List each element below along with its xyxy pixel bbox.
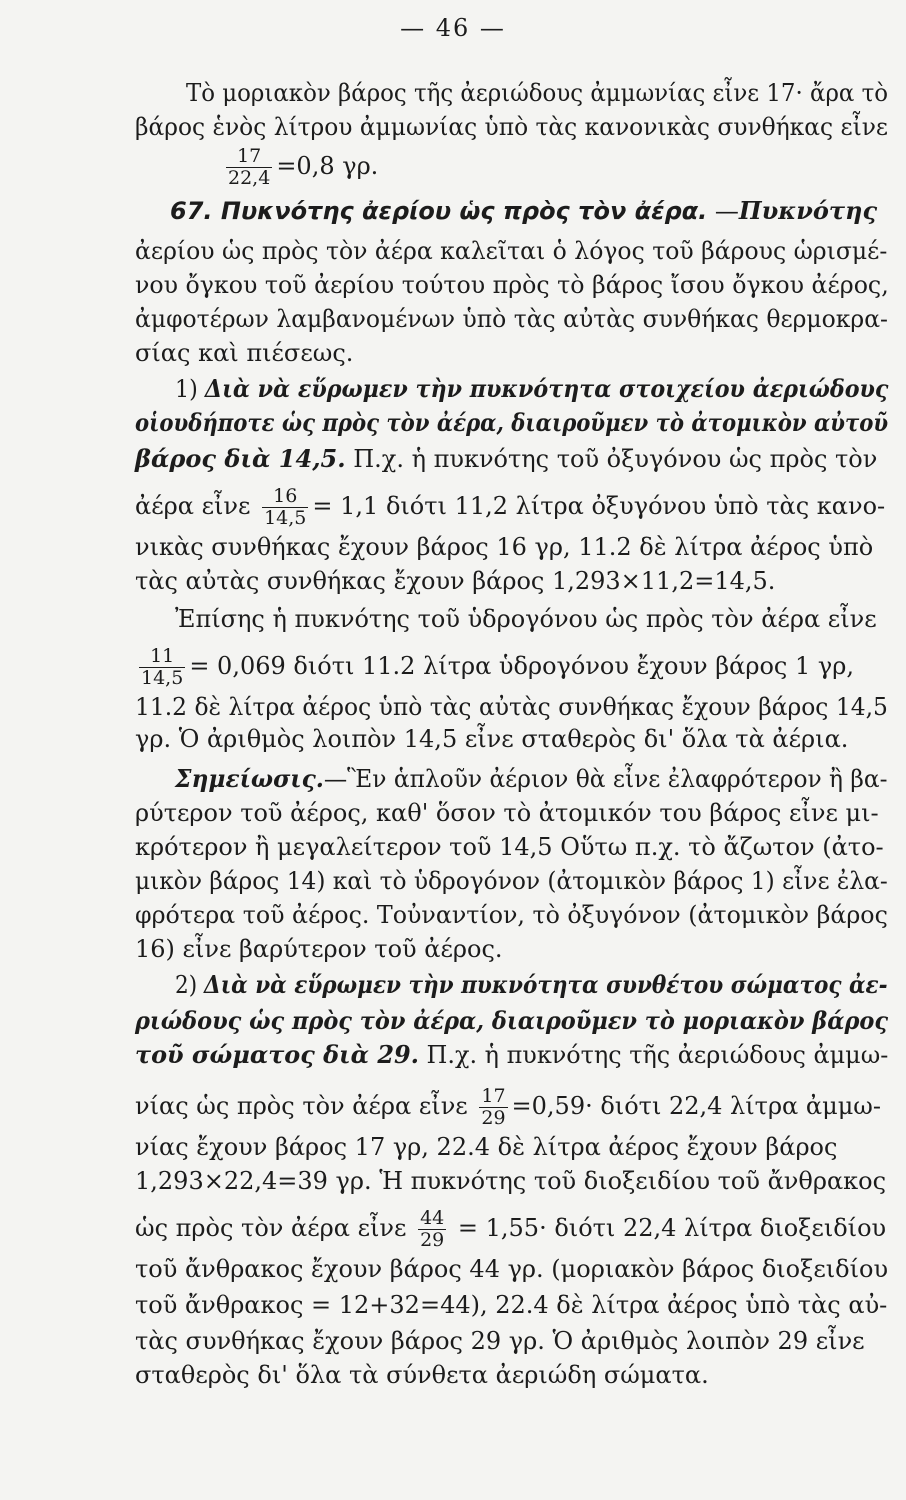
text-line — [135, 798, 879, 828]
page-number: — 46 — — [400, 14, 506, 42]
fraction-denominator: 22,4 — [228, 167, 271, 189]
text-segment: νίας ἔχουν βάρος 17 γρ, 22.4 δὲ λίτρα ἀέρος ἔχουν βάρος — [135, 1133, 838, 1161]
text-line — [135, 1006, 888, 1036]
text-line — [135, 1132, 837, 1162]
text-line — [135, 486, 885, 529]
text-line — [135, 866, 888, 896]
text-segment: = 1,55· διότι 22,4 λίτρα διοξειδίου — [450, 1214, 887, 1242]
text-segment: — — [707, 197, 739, 225]
fraction-denominator: 14,5 — [141, 667, 184, 689]
fraction-numerator: 44 — [420, 1207, 445, 1229]
text-line — [135, 692, 888, 722]
text-line — [135, 1254, 888, 1284]
text-line — [135, 338, 353, 368]
text-segment: =0,59· διότι 22,4 λίτρα ἀμμω- — [511, 1092, 881, 1120]
fraction-numerator: 17 — [481, 1085, 506, 1107]
text-segment: —Ἓν ἁπλοῦν ἀέριον θὰ εἶνε ἐλαφρότερον ἢ βα- — [323, 765, 888, 793]
text-segment: =0,8 γρ. — [276, 152, 379, 180]
text-segment: μικὸν βάρος 14) καὶ τὸ ὑδρογόνον (ἀτομικὸν βάρος 1) εἶνε ἐλα- — [135, 867, 888, 895]
text-line — [135, 934, 503, 964]
text-line — [135, 1326, 865, 1356]
text-line — [135, 646, 854, 689]
text-segment: σταθερὸς δι' ὅλα τὰ σύνθετα ἀεριώδη σώματα. — [135, 1361, 709, 1389]
text-line — [135, 1166, 886, 1196]
text-line — [135, 112, 888, 142]
text-segment: Ἐπίσης ἡ πυκνότης τοῦ ὑδρογόνου ὡς πρὸς τὸν ἀέρα εἶνε — [175, 605, 877, 633]
text-line — [135, 444, 877, 474]
text-line — [135, 900, 888, 930]
text-line — [135, 304, 888, 334]
text-segment: φρότερα τοῦ ἀέρος. Τοὐναντίον, τὸ ὀξυγόνον (ἀτομικὸν βάρος — [135, 901, 888, 929]
text-segment: τοῦ ἄνθρακος = 12+32=44), 22.4 δὲ λίτρα ἀέρος ὑπὸ τὰς αὐ- — [135, 1291, 888, 1319]
text-line — [222, 146, 378, 189]
text-segment: ἀμφοτέρων λαμβανομένων ὑπὸ τὰς αὐτὰς συνθήκας θερμοκρα- — [135, 305, 888, 333]
emphasized-text: Σημείωσις. — [175, 764, 324, 793]
text-line — [175, 604, 877, 634]
emphasized-text: οἱουδήποτε ὡς πρὸς τὸν ἀέρα, διαιροῦμεν τὸ ἀτομικὸν αὐτοῦ — [135, 408, 889, 437]
text-line — [135, 1086, 881, 1129]
text-line — [186, 78, 888, 108]
text-segment: σίας καὶ πιέσεως. — [135, 339, 354, 367]
text-segment: τὰς αὐτὰς συνθήκας ἔχουν βάρος 1,293×11,2=14,5. — [135, 567, 776, 595]
emphasized-text: Διὰ νὰ εὕρωμεν τὴν πυκνότητα στοιχείου ἀεριώδους — [204, 374, 889, 403]
text-segment: ὡς πρὸς τὸν ἀέρα εἶνε — [135, 1214, 415, 1242]
emphasized-text: βάρος διὰ 14,5. — [135, 444, 346, 473]
text-segment: Π.χ. ἡ πυκνότης τοῦ ὀξυγόνου ὡς πρὸς τὸν — [345, 445, 878, 473]
text-line — [135, 1208, 886, 1251]
text-segment: νου ὄγκου τοῦ ἀερίου τούτου πρὸς τὸ βάρος ἴσου ὄγκου ἀέρος, — [135, 271, 889, 299]
text-line — [135, 1290, 887, 1320]
text-segment: Τὸ μοριακὸν βάρος τῆς ἀεριώδους ἀμμωνίας εἶνε 17· ἄρα τὸ — [186, 79, 889, 107]
text-segment: 16) εἶνε βαρύτερον τοῦ ἀέρος. — [135, 935, 503, 963]
fraction-numerator: 17 — [237, 145, 262, 167]
text-segment: ρύτερον τοῦ ἀέρος, καθ' ὅσον τὸ ἀτομικόν του βάρος εἶνε μι- — [135, 799, 879, 827]
text-line — [135, 832, 884, 862]
text-line — [175, 374, 888, 404]
text-segment: 2) — [175, 971, 204, 999]
fraction-numerator: 16 — [273, 485, 298, 507]
fraction — [262, 486, 308, 529]
text-segment: ἀέρα εἶνε — [135, 492, 259, 520]
fraction — [479, 1086, 507, 1129]
fraction-numerator: 11 — [150, 645, 175, 667]
text-line — [135, 566, 775, 596]
text-line — [135, 724, 848, 754]
text-segment: τὰς συνθήκας ἔχουν βάρος 29 γρ. Ὁ ἀριθμὸς λοιπὸν 29 εἶνε — [135, 1327, 865, 1355]
text-segment: τοῦ ἄνθρακος ἔχουν βάρος 44 γρ. (μοριακὸν βάρος διοξειδίου — [135, 1255, 889, 1283]
text-segment: νικὰς συνθήκας ἔχουν βάρος 16 γρ, 11.2 δὲ λίτρα ἀέρος ὑπὸ — [135, 533, 874, 561]
text-segment: = 0,069 διότι 11.2 λίτρα ὑδρογόνου ἔχουν βάρος 1 γρ, — [189, 652, 854, 680]
text-line — [170, 196, 877, 226]
text-line — [135, 532, 873, 562]
text-segment: = 1,1 διότι 11,2 λίτρα ὀξυγόνου ὑπὸ τὰς κανο- — [312, 492, 886, 520]
text-segment: κρότερον ἢ μεγαλείτερον τοῦ 14,5 Οὕτω π.χ. τὸ ἄζωτον (ἀτο- — [135, 833, 884, 861]
emphasized-text: 67. Πυκνότης ἀερίου ὡς πρὸς τὸν ἀέρα. — [170, 197, 708, 225]
text-line — [135, 236, 887, 266]
text-segment: ἀερίου ὡς πρὸς τὸν ἀέρα καλεῖται ὁ λόγος τοῦ βάρους ὡρισμέ- — [135, 237, 888, 265]
text-segment: 1,293×22,4=39 γρ. Ἡ πυκνότης τοῦ διοξειδίου τοῦ ἄνθρακος — [135, 1167, 887, 1195]
fraction-denominator: 29 — [481, 1107, 506, 1129]
emphasized-text: Πυκνότης — [738, 196, 878, 225]
text-line — [175, 970, 888, 1000]
text-line — [135, 1040, 888, 1070]
emphasized-text: ριώδους ὡς πρὸς τὸν ἀέρα, διαιροῦμεν τὸ μοριακὸν βάρος — [135, 1006, 889, 1035]
text-line — [175, 764, 888, 794]
text-segment: βάρος ἑνὸς λίτρου ἀμμωνίας ὑπὸ τὰς κανονικὰς συνθήκας εἶνε — [135, 113, 888, 141]
text-line — [135, 270, 889, 300]
emphasized-text: τοῦ σώματος διὰ 29. — [135, 1040, 419, 1069]
text-segment: νίας ὡς πρὸς τὸν ἀέρα εἶνε — [135, 1092, 476, 1120]
text-line — [135, 408, 888, 438]
fraction-denominator: 14,5 — [264, 507, 307, 529]
fraction — [418, 1208, 446, 1251]
text-segment: 11.2 δὲ λίτρα ἀέρος ὑπὸ τὰς αὐτὰς συνθήκας ἔχουν βάρος 14,5 — [135, 693, 888, 721]
text-segment: Π.χ. ἡ πυκνότης τῆς ἀεριώδους ἀμμω- — [418, 1041, 889, 1069]
fraction-denominator: 29 — [420, 1229, 445, 1251]
emphasized-text: Διὰ νὰ εὕρωμεν τὴν πυκνότητα συνθέτου σώματος ἀε- — [203, 970, 888, 999]
fraction — [139, 646, 185, 689]
fraction — [226, 146, 272, 189]
text-segment: 1) — [175, 375, 205, 403]
text-line — [135, 1360, 709, 1390]
text-segment: γρ. Ὁ ἀριθμὸς λοιπὸν 14,5 εἶνε σταθερὸς δι' ὅλα τὰ ἀέρια. — [135, 725, 849, 753]
